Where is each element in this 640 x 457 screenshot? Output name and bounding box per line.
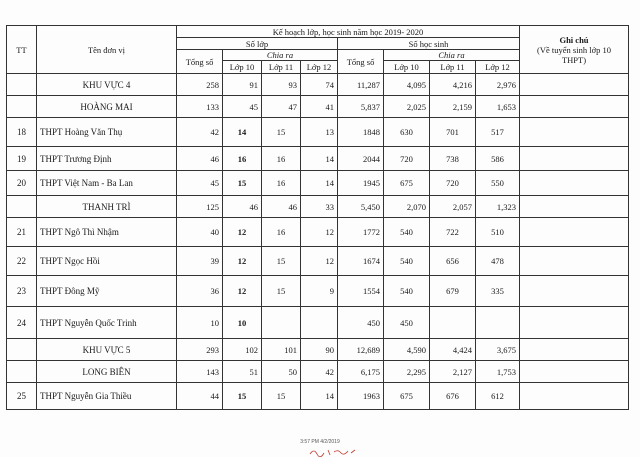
- header-class-total: Tổng số: [177, 50, 223, 74]
- header-tt: TT: [7, 26, 37, 74]
- row-index: 24: [7, 307, 37, 339]
- student-grade10: 450: [384, 307, 430, 339]
- class-grade10: 91: [223, 74, 262, 96]
- class-grade12: [301, 307, 338, 339]
- student-grade10: 2,295: [384, 361, 430, 383]
- student-total: 1674: [338, 247, 384, 276]
- student-grade10: 675: [384, 171, 430, 196]
- class-grade11: [262, 307, 301, 339]
- class-total: 36: [177, 276, 223, 307]
- class-grade11: 93: [262, 74, 301, 96]
- student-total: 1554: [338, 276, 384, 307]
- student-grade12: 1,653: [476, 96, 520, 118]
- school-row: [7, 218, 629, 247]
- row-note: [520, 307, 629, 339]
- student-grade12: 517: [476, 118, 520, 147]
- student-grade11: 720: [430, 171, 476, 196]
- row-index: 21: [7, 218, 37, 247]
- class-grade10: 14: [223, 118, 262, 147]
- row-index: 18: [7, 118, 37, 147]
- class-grade12: 12: [301, 247, 338, 276]
- header-student-grade10: Lớp 10: [384, 61, 430, 74]
- student-grade12: 550: [476, 171, 520, 196]
- class-grade12: 74: [301, 74, 338, 96]
- student-grade12: 3,675: [476, 339, 520, 361]
- row-index: [7, 196, 37, 218]
- row-index: 22: [7, 247, 37, 276]
- class-grade10: 12: [223, 276, 262, 307]
- student-grade11: 679: [430, 276, 476, 307]
- student-grade11: [430, 307, 476, 339]
- class-grade11: 46: [262, 196, 301, 218]
- row-note: [520, 276, 629, 307]
- class-total: 42: [177, 118, 223, 147]
- note-title: Ghi chú: [559, 34, 589, 45]
- signature-scribble: [308, 447, 358, 457]
- student-grade10: 2,070: [384, 196, 430, 218]
- student-total: 5,450: [338, 196, 384, 218]
- header-num-students: Số học sinh: [338, 38, 520, 50]
- row-name: THPT Đông Mỹ: [37, 276, 177, 307]
- header-plan-title: Kế hoạch lớp, học sinh năm học 2019- 2020: [177, 26, 520, 38]
- school-row: [7, 171, 629, 196]
- row-note: [520, 196, 629, 218]
- student-grade12: 335: [476, 276, 520, 307]
- student-grade10: 540: [384, 247, 430, 276]
- class-grade12: 13: [301, 118, 338, 147]
- class-grade10: 15: [223, 171, 262, 196]
- row-name: THPT Nguyễn Quốc Trinh: [37, 307, 177, 339]
- class-grade10: 12: [223, 218, 262, 247]
- student-grade11: 2,159: [430, 96, 476, 118]
- student-grade11: 656: [430, 247, 476, 276]
- class-grade12: 41: [301, 96, 338, 118]
- region-row: [7, 339, 629, 361]
- row-index: 25: [7, 383, 37, 410]
- header-student-split: Chia ra: [384, 50, 520, 61]
- student-total: 1945: [338, 171, 384, 196]
- school-row: [7, 307, 629, 339]
- region-row: [7, 74, 629, 96]
- table-body: [7, 74, 629, 410]
- class-grade11: 16: [262, 147, 301, 171]
- student-grade12: 1,753: [476, 361, 520, 383]
- class-grade11: 50: [262, 361, 301, 383]
- school-row: [7, 118, 629, 147]
- class-total: 125: [177, 196, 223, 218]
- class-grade11: 16: [262, 218, 301, 247]
- class-total: 44: [177, 383, 223, 410]
- student-grade12: 510: [476, 218, 520, 247]
- class-grade11: 15: [262, 276, 301, 307]
- class-grade11: 15: [262, 118, 301, 147]
- class-total: 46: [177, 147, 223, 171]
- class-grade12: 33: [301, 196, 338, 218]
- student-total: 11,287: [338, 74, 384, 96]
- row-name: KHU VỰC 4: [37, 74, 177, 96]
- row-name: THANH TRÌ: [37, 196, 177, 218]
- student-grade11: 2,127: [430, 361, 476, 383]
- student-grade10: 4,095: [384, 74, 430, 96]
- class-total: 293: [177, 339, 223, 361]
- row-index: [7, 339, 37, 361]
- header-student-grade12: Lớp 12: [476, 61, 520, 74]
- class-grade10: 51: [223, 361, 262, 383]
- class-grade10: 16: [223, 147, 262, 171]
- class-grade11: 15: [262, 247, 301, 276]
- student-grade11: 701: [430, 118, 476, 147]
- student-total: 450: [338, 307, 384, 339]
- class-student-plan-table: [6, 25, 629, 410]
- class-total: 133: [177, 96, 223, 118]
- header-class-split: Chia ra: [223, 50, 338, 61]
- row-index: [7, 96, 37, 118]
- header-student-grade11: Lớp 11: [430, 61, 476, 74]
- row-note: [520, 96, 629, 118]
- school-row: [7, 276, 629, 307]
- class-total: 10: [177, 307, 223, 339]
- class-grade10: 10: [223, 307, 262, 339]
- row-name: THPT Hoàng Văn Thụ: [37, 118, 177, 147]
- student-grade10: 675: [384, 383, 430, 410]
- student-grade10: 720: [384, 147, 430, 171]
- class-grade12: 42: [301, 361, 338, 383]
- row-name: THPT Ngô Thì Nhậm: [37, 218, 177, 247]
- school-row: [7, 383, 629, 410]
- header-class-grade10: Lớp 10: [223, 61, 262, 74]
- row-index: 23: [7, 276, 37, 307]
- student-total: 2044: [338, 147, 384, 171]
- row-note: [520, 361, 629, 383]
- class-total: 39: [177, 247, 223, 276]
- school-row: [7, 147, 629, 171]
- row-index: 19: [7, 147, 37, 171]
- row-note: [520, 383, 629, 410]
- row-index: [7, 74, 37, 96]
- class-grade11: 47: [262, 96, 301, 118]
- student-grade11: 676: [430, 383, 476, 410]
- class-total: 45: [177, 171, 223, 196]
- row-name: HOÀNG MAI: [37, 96, 177, 118]
- class-grade12: 14: [301, 171, 338, 196]
- class-grade12: 14: [301, 383, 338, 410]
- header-unit-name: Tên đơn vị: [37, 26, 177, 74]
- student-grade12: [476, 307, 520, 339]
- class-grade12: 90: [301, 339, 338, 361]
- row-note: [520, 247, 629, 276]
- row-index: [7, 361, 37, 383]
- header-class-grade12: Lớp 12: [301, 61, 338, 74]
- row-note: [520, 218, 629, 247]
- row-name: KHU VỰC 5: [37, 339, 177, 361]
- student-grade11: 4,216: [430, 74, 476, 96]
- class-grade11: 15: [262, 383, 301, 410]
- header-class-grade11: Lớp 11: [262, 61, 301, 74]
- class-grade12: 12: [301, 218, 338, 247]
- student-grade11: 4,424: [430, 339, 476, 361]
- student-grade11: 738: [430, 147, 476, 171]
- row-note: [520, 118, 629, 147]
- region-row: [7, 196, 629, 218]
- class-total: 258: [177, 74, 223, 96]
- student-grade10: 540: [384, 218, 430, 247]
- row-note: [520, 339, 629, 361]
- region-row: [7, 361, 629, 383]
- header-num-classes: Số lớp: [177, 38, 338, 50]
- class-grade12: 9: [301, 276, 338, 307]
- header-note: [520, 26, 629, 74]
- print-timestamp: 3:57 PM 4/2/2019: [300, 439, 340, 445]
- student-grade10: 2,025: [384, 96, 430, 118]
- row-note: [520, 74, 629, 96]
- student-total: 1963: [338, 383, 384, 410]
- region-row: [7, 96, 629, 118]
- row-note: [520, 171, 629, 196]
- class-total: 40: [177, 218, 223, 247]
- class-grade12: 14: [301, 147, 338, 171]
- row-name: THPT Ngọc Hồi: [37, 247, 177, 276]
- row-name: THPT Trương Định: [37, 147, 177, 171]
- student-grade12: 586: [476, 147, 520, 171]
- row-name: THPT Việt Nam - Ba Lan: [37, 171, 177, 196]
- row-index: 20: [7, 171, 37, 196]
- student-grade10: 4,590: [384, 339, 430, 361]
- class-grade11: 16: [262, 171, 301, 196]
- class-grade10: 102: [223, 339, 262, 361]
- student-total: 1848: [338, 118, 384, 147]
- student-total: 6,175: [338, 361, 384, 383]
- row-name: THPT Nguyễn Gia Thiều: [37, 383, 177, 410]
- class-grade10: 15: [223, 383, 262, 410]
- student-total: 1772: [338, 218, 384, 247]
- student-grade12: 478: [476, 247, 520, 276]
- row-note: [520, 147, 629, 171]
- header-student-total: Tổng số: [338, 50, 384, 74]
- student-grade10: 630: [384, 118, 430, 147]
- student-grade10: 540: [384, 276, 430, 307]
- school-row: [7, 247, 629, 276]
- class-total: 143: [177, 361, 223, 383]
- student-grade12: 2,976: [476, 74, 520, 96]
- note-sub-1: (Về tuyển sinh lớp 10: [537, 44, 611, 55]
- student-total: 5,837: [338, 96, 384, 118]
- class-grade10: 45: [223, 96, 262, 118]
- note-sub-2: THPT): [561, 54, 587, 65]
- class-grade11: 101: [262, 339, 301, 361]
- class-grade10: 46: [223, 196, 262, 218]
- student-total: 12,689: [338, 339, 384, 361]
- student-grade12: 612: [476, 383, 520, 410]
- class-grade10: 12: [223, 247, 262, 276]
- student-grade11: 722: [430, 218, 476, 247]
- student-grade11: 2,057: [430, 196, 476, 218]
- student-grade12: 1,323: [476, 196, 520, 218]
- row-name: LONG BIÊN: [37, 361, 177, 383]
